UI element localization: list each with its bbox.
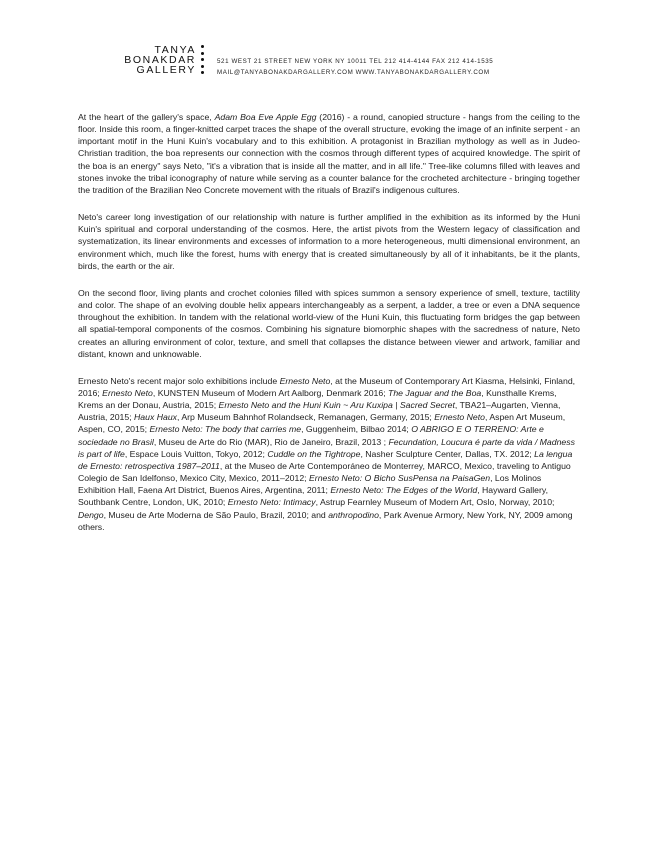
logo-line-2: BONAKDAR bbox=[124, 54, 196, 66]
italic-title-run: Ernesto Neto bbox=[102, 387, 153, 398]
text-run: At the heart of the gallery's space, bbox=[78, 112, 215, 122]
text-run: On the second floor, living plants and crochet colonies filled with spices summon a sensory experience of smell, texture, tactility and color. The shape of an evolving double helix appears interchangeably as a serpent, a ladder, a tree or even a DNA sequence throughout the exhibition. In tandem with the relational world-view of the Huni Kuin, this fluctuating form bridges the gap between all spatial-temporal components of the cosmos. Combining his signature biomorphic shapes with the sacredness of nature, Neto creates an alluring environment of color, texture, and smell that collapses the distance between viewer and artwork, familiar and distant, known and unknowable. bbox=[78, 287, 580, 359]
text-run: , at the Museum of Contemporary Art Kiasma, Helsinki, Finland, 2016; bbox=[78, 375, 576, 398]
italic-title-run: La lengua de Ernesto: retrospectiva 1987–2011 bbox=[78, 448, 573, 471]
italic-title-run: Ernesto Neto bbox=[434, 412, 485, 423]
paragraph-1 bbox=[78, 111, 580, 196]
italic-title-run: Cuddle on the Tightrope bbox=[267, 448, 361, 459]
text-run: , Hayward Gallery, Southbank Centre, London, UK, 2010; bbox=[78, 485, 548, 508]
logo-line-1: TANYA bbox=[154, 44, 196, 56]
paragraph-2 bbox=[78, 211, 580, 272]
text-run: , Arp Museum Bahnhof Rolandseck, Remanagen, Germany, 2015; bbox=[177, 412, 435, 423]
text-run: , Kunsthalle Krems, Krems an der Donau, Austria, 2015; bbox=[78, 387, 557, 411]
italic-title-run: Ernesto Neto: The Edges of the World bbox=[330, 485, 478, 496]
gallery-logo bbox=[100, 45, 196, 75]
text-run: , Park Avenue Armory, New York, NY, 2009 among others. bbox=[78, 509, 573, 532]
press-release-body bbox=[78, 111, 580, 548]
email-web-line: MAIL@TANYABONAKDARGALLERY.COM WWW.TANYABONAKDARGALLERY.COM bbox=[217, 69, 490, 76]
dot-divider bbox=[201, 45, 204, 79]
text-run: , Aspen Art Museum, Aspen, CO, 2015; bbox=[78, 412, 566, 435]
italic-title-run: Ernesto Neto: The body that carries me bbox=[149, 424, 302, 435]
text-run: , KUNSTEN Museum of Modern Art Aalborg, Denmark 2016; bbox=[152, 387, 389, 398]
italic-title-run: The Jaguar and the Boa bbox=[388, 387, 482, 398]
text-run: Ernesto Neto's recent major solo exhibitions include bbox=[78, 375, 280, 386]
text-run: , Nasher Sculpture Center, Dallas, TX. 2012; bbox=[360, 448, 535, 459]
italic-title-run: Haux Haux bbox=[134, 412, 178, 423]
text-run: , Espace Louis Vuitton, Tokyo, 2012; bbox=[124, 448, 268, 459]
italic-title-run: Ernesto Neto bbox=[279, 375, 331, 386]
logo-line-3: GALLERY bbox=[136, 64, 196, 76]
italic-title-run: Dengo bbox=[78, 509, 104, 520]
italic-title-run: O ABRIGO E O TERRENO: Arte e sociedade no Brasil bbox=[78, 424, 544, 447]
text-run: (2016) - a round, canopied structure - hangs from the ceiling to the floor. Inside this room, a finger-knitted carpet traces the shape of the overall structure, evoking the image of an infinite serpent - an important motif in the Huni Kuin's vocabulary and to this exhibition. A protagonist in Brazilian mythology as well as in Judeo-Christian tradition, the boa represents our connection with the cosmos through different types of acquired knowledge. The spirit of the boa is an energy" says Neto, "it's a vibration that is inside all the matter, and in all life." Tree-like columns filled with leaves and stones invoke the tribal iconography of nature while serving as a counter balance for the crocheted architecture - bringing together the tradition of the Brazilian Neo Concrete movement with the rituals of Brazil's indigenous cultures. bbox=[78, 112, 581, 195]
text-run: , Guggenheim, Bilbao 2014; bbox=[301, 424, 412, 435]
text-run: , Museu de Arte Moderna de São Paulo, Brazil, 2010; and bbox=[103, 509, 329, 520]
text-run: , TBA21–Augarten, Vienna, Austria, 2015; bbox=[78, 400, 561, 423]
italic-title-run: Ernesto Neto and the Huni Kuin ~ Aru Kuxipa | Sacred Secret bbox=[218, 400, 455, 411]
text-run: , Astrup Fearnley Museum of Modern Art, Oslo, Norway, 2010; bbox=[315, 497, 555, 508]
text-run: , at the Museo de Arte Contemporáneo de Monterrey, MARCO, Mexico, traveling to Antiguo Colegio de San Idelfonso, Mexico City, Mexico, 2011–2012; bbox=[78, 460, 571, 484]
text-run: Neto's career long investigation of our relationship with nature is further amplified in the exhibition as its informed by the Huni Kuin's spiritual and corporal understanding of the cosmos. Here, the artist pivots from the Western legacy of classification and systematization, its linear environments and excesses of information to a more heterogeneous, multi dimensional environment, an environment which, much like the forest, hums with energy that is created simultaneously by all of it inhabitants, be it the plants, birds, the earth or the air. bbox=[78, 212, 580, 271]
text-run: , Museu de Arte do Rio (MAR), Rio de Janeiro, Brazil, 2013 ; bbox=[153, 436, 389, 447]
letterhead bbox=[100, 45, 620, 81]
italic-title-run: Fecundation, Loucura é parte da vida / Madness is part of life bbox=[78, 436, 575, 459]
italic-title-run: Ernesto Neto: O Bicho SusPensa na PaisaGen bbox=[309, 473, 491, 484]
text-run: , Los Molinos Exhibition Hall, Faena Art District, Buenos Aires, Argentina, 2011; bbox=[78, 473, 542, 496]
italic-title-run: Adam Boa Eve Apple Egg bbox=[214, 112, 317, 122]
address-line: 521 WEST 21 STREET NEW YORK NY 10011 TEL 212 414-4144 FAX 212 414-1535 bbox=[217, 58, 494, 65]
contact-info bbox=[217, 56, 493, 78]
italic-title-run: Ernesto Neto: Intimacy bbox=[227, 497, 316, 508]
italic-title-run: anthropodino bbox=[328, 509, 379, 520]
paragraph-3 bbox=[78, 287, 580, 360]
paragraph-exhibitions bbox=[78, 375, 580, 533]
